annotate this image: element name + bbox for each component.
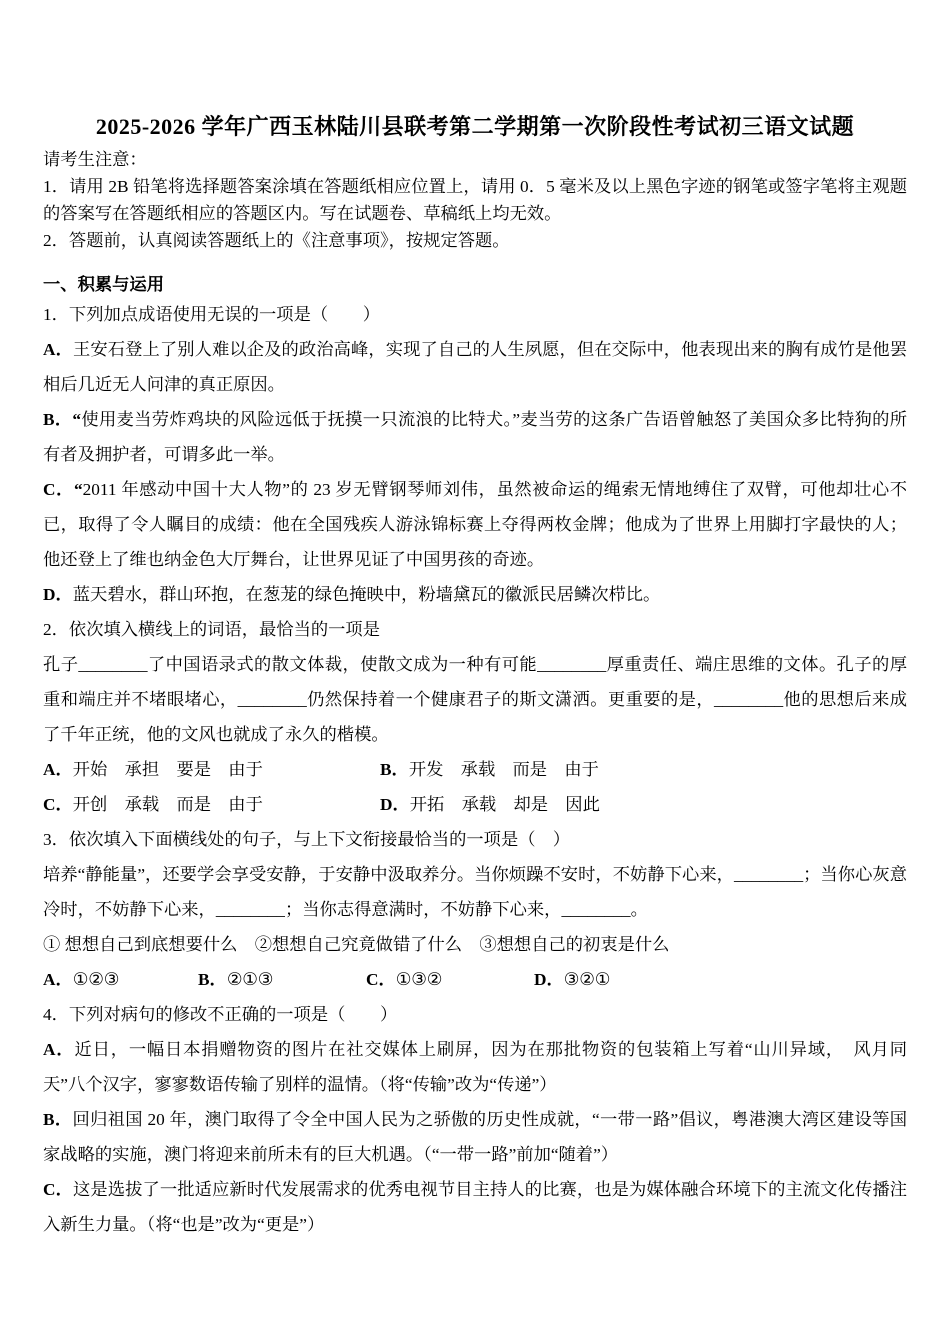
question-3-option-c: C．①③② xyxy=(366,970,443,989)
question-4-option-b: B．回归祖国 20 年，澳门取得了令全中国人民为之骄傲的历史性成就，“一带一路”倡议，粤港澳大湾区建设等国家战略的实施，澳门将迎来前所未有的巨大机遇。（“一带一路”前加“随着”） xyxy=(43,1110,908,1164)
question-2-option-c: C．开创 承载 而是 由于 xyxy=(43,795,263,814)
question-3 xyxy=(43,822,907,997)
questions-area xyxy=(43,297,907,1242)
question-1-option-c: C．“2011 年感动中国十大人物”的 23 岁无臂钢琴师刘伟，虽然被命运的绳索无情地缚住了双臂，可他却壮心不已，取得了令人瞩目的成绩：他在全国残疾人游泳锦标赛上夺得两枚金牌；他成为了世界上用脚打字最快的人；他还登上了维也纳金色大厅舞台，让世界见证了中国男孩的奇迹。 xyxy=(43,480,907,569)
question-2 xyxy=(43,612,907,822)
question-1-option-a: A．王安石登上了别人难以企及的政治高峰，实现了自己的人生夙愿，但在交际中，他表现出来的胸有成竹是他罢相后几近无人问津的真正原因。 xyxy=(43,340,907,394)
exam-title: 2025-2026 学年广西玉林陆川县联考第二学期第一次阶段性考试初三语文试题 xyxy=(95,114,855,139)
question-2-options-row xyxy=(43,787,907,822)
question-1-option-d: D．蓝天碧水，群山环抱，在葱茏的绿色掩映中，粉墙黛瓦的徽派民居鳞次栉比。 xyxy=(43,585,661,604)
question-4 xyxy=(43,997,907,1242)
section-heading: 一、积累与运用 xyxy=(43,275,164,294)
question-1-option-b: B．“使用麦当劳炸鸡块的风险远低于抚摸一只流浪的比特犬。”麦当劳的这条广告语曾触怒了美国众多比特狗的所有者及拥护者，可谓多此一举。 xyxy=(43,410,907,464)
question-3-stem: 3．依次填入下面横线处的句子，与上下文衔接最恰当的一项是（ ） xyxy=(43,830,571,849)
question-1 xyxy=(43,297,907,612)
notice-item: 2．答题前，认真阅读答题纸上的《注意事项》，按规定答题。 xyxy=(43,231,510,250)
question-3-items: ① 想想自己到底想要什么 ②想想自己究竟做错了什么 ③想想自己的初衷是什么 xyxy=(43,935,670,954)
question-1-stem: 1．下列加点成语使用无误的一项是（ ） xyxy=(43,305,380,324)
question-2-stem: 2．依次填入横线上的词语，最恰当的一项是 xyxy=(43,620,380,639)
question-4-option-c: C．这是选拔了一批适应新时代发展需求的优秀电视节目主持人的比赛，也是为媒体融合环境下的主流文化传播注入新生力量。（将“也是”改为“更是”） xyxy=(43,1180,907,1234)
question-4-option-a: A．近日，一幅日本捐赠物资的图片在社交媒体上刷屏，因为在那批物资的包装箱上写着“山川异域， 风月同天”八个汉字，寥寥数语传输了别样的温情。（将“传输”改为“传递”） xyxy=(43,1040,908,1094)
question-2-option-d: D．开拓 承载 却是 因此 xyxy=(380,795,600,814)
question-3-option-d: D．③②① xyxy=(534,970,611,989)
question-2-options-row xyxy=(43,752,907,787)
notice-heading: 请考生注意： xyxy=(43,150,147,169)
question-2-option-a: A．开始 承担 要是 由于 xyxy=(43,760,263,779)
question-2-passage: 孔子________了中国语录式的散文体裁，使散文成为一种有可能________厚重责任、端庄思维的文体。孔子的厚重和端庄并不堵眼堵心，________仍然保持着一个健康君子的斯文潇洒。更重要的是，________他的思想后来成了千年正统，他的文风也就成了永久的楷模。 xyxy=(43,655,907,744)
question-3-options-row xyxy=(43,962,907,997)
notice-item: 1．请用 2B 铅笔将选择题答案涂填在答题纸相应位置上，请用 0．5 毫米及以上黑色字迹的钢笔或签字笔将主观题的答案写在答题纸相应的答题区内。写在试题卷、草稿纸上均无效。 xyxy=(43,177,907,223)
question-3-passage: 培养“静能量”，还要学会享受安静，于安静中汲取养分。当你烦躁不安时，不妨静下心来，________；当你心灰意冷时，不妨静下心来，________；当你志得意满时，不妨静下心来，________。 xyxy=(43,865,907,919)
question-4-stem: 4．下列对病句的修改不正确的一项是（ ） xyxy=(43,1005,398,1024)
notice-section xyxy=(43,146,907,254)
question-3-option-b: B．②①③ xyxy=(198,970,274,989)
question-3-option-a: A．①②③ xyxy=(43,970,120,989)
question-2-option-b: B．开发 承载 而是 由于 xyxy=(380,760,599,779)
